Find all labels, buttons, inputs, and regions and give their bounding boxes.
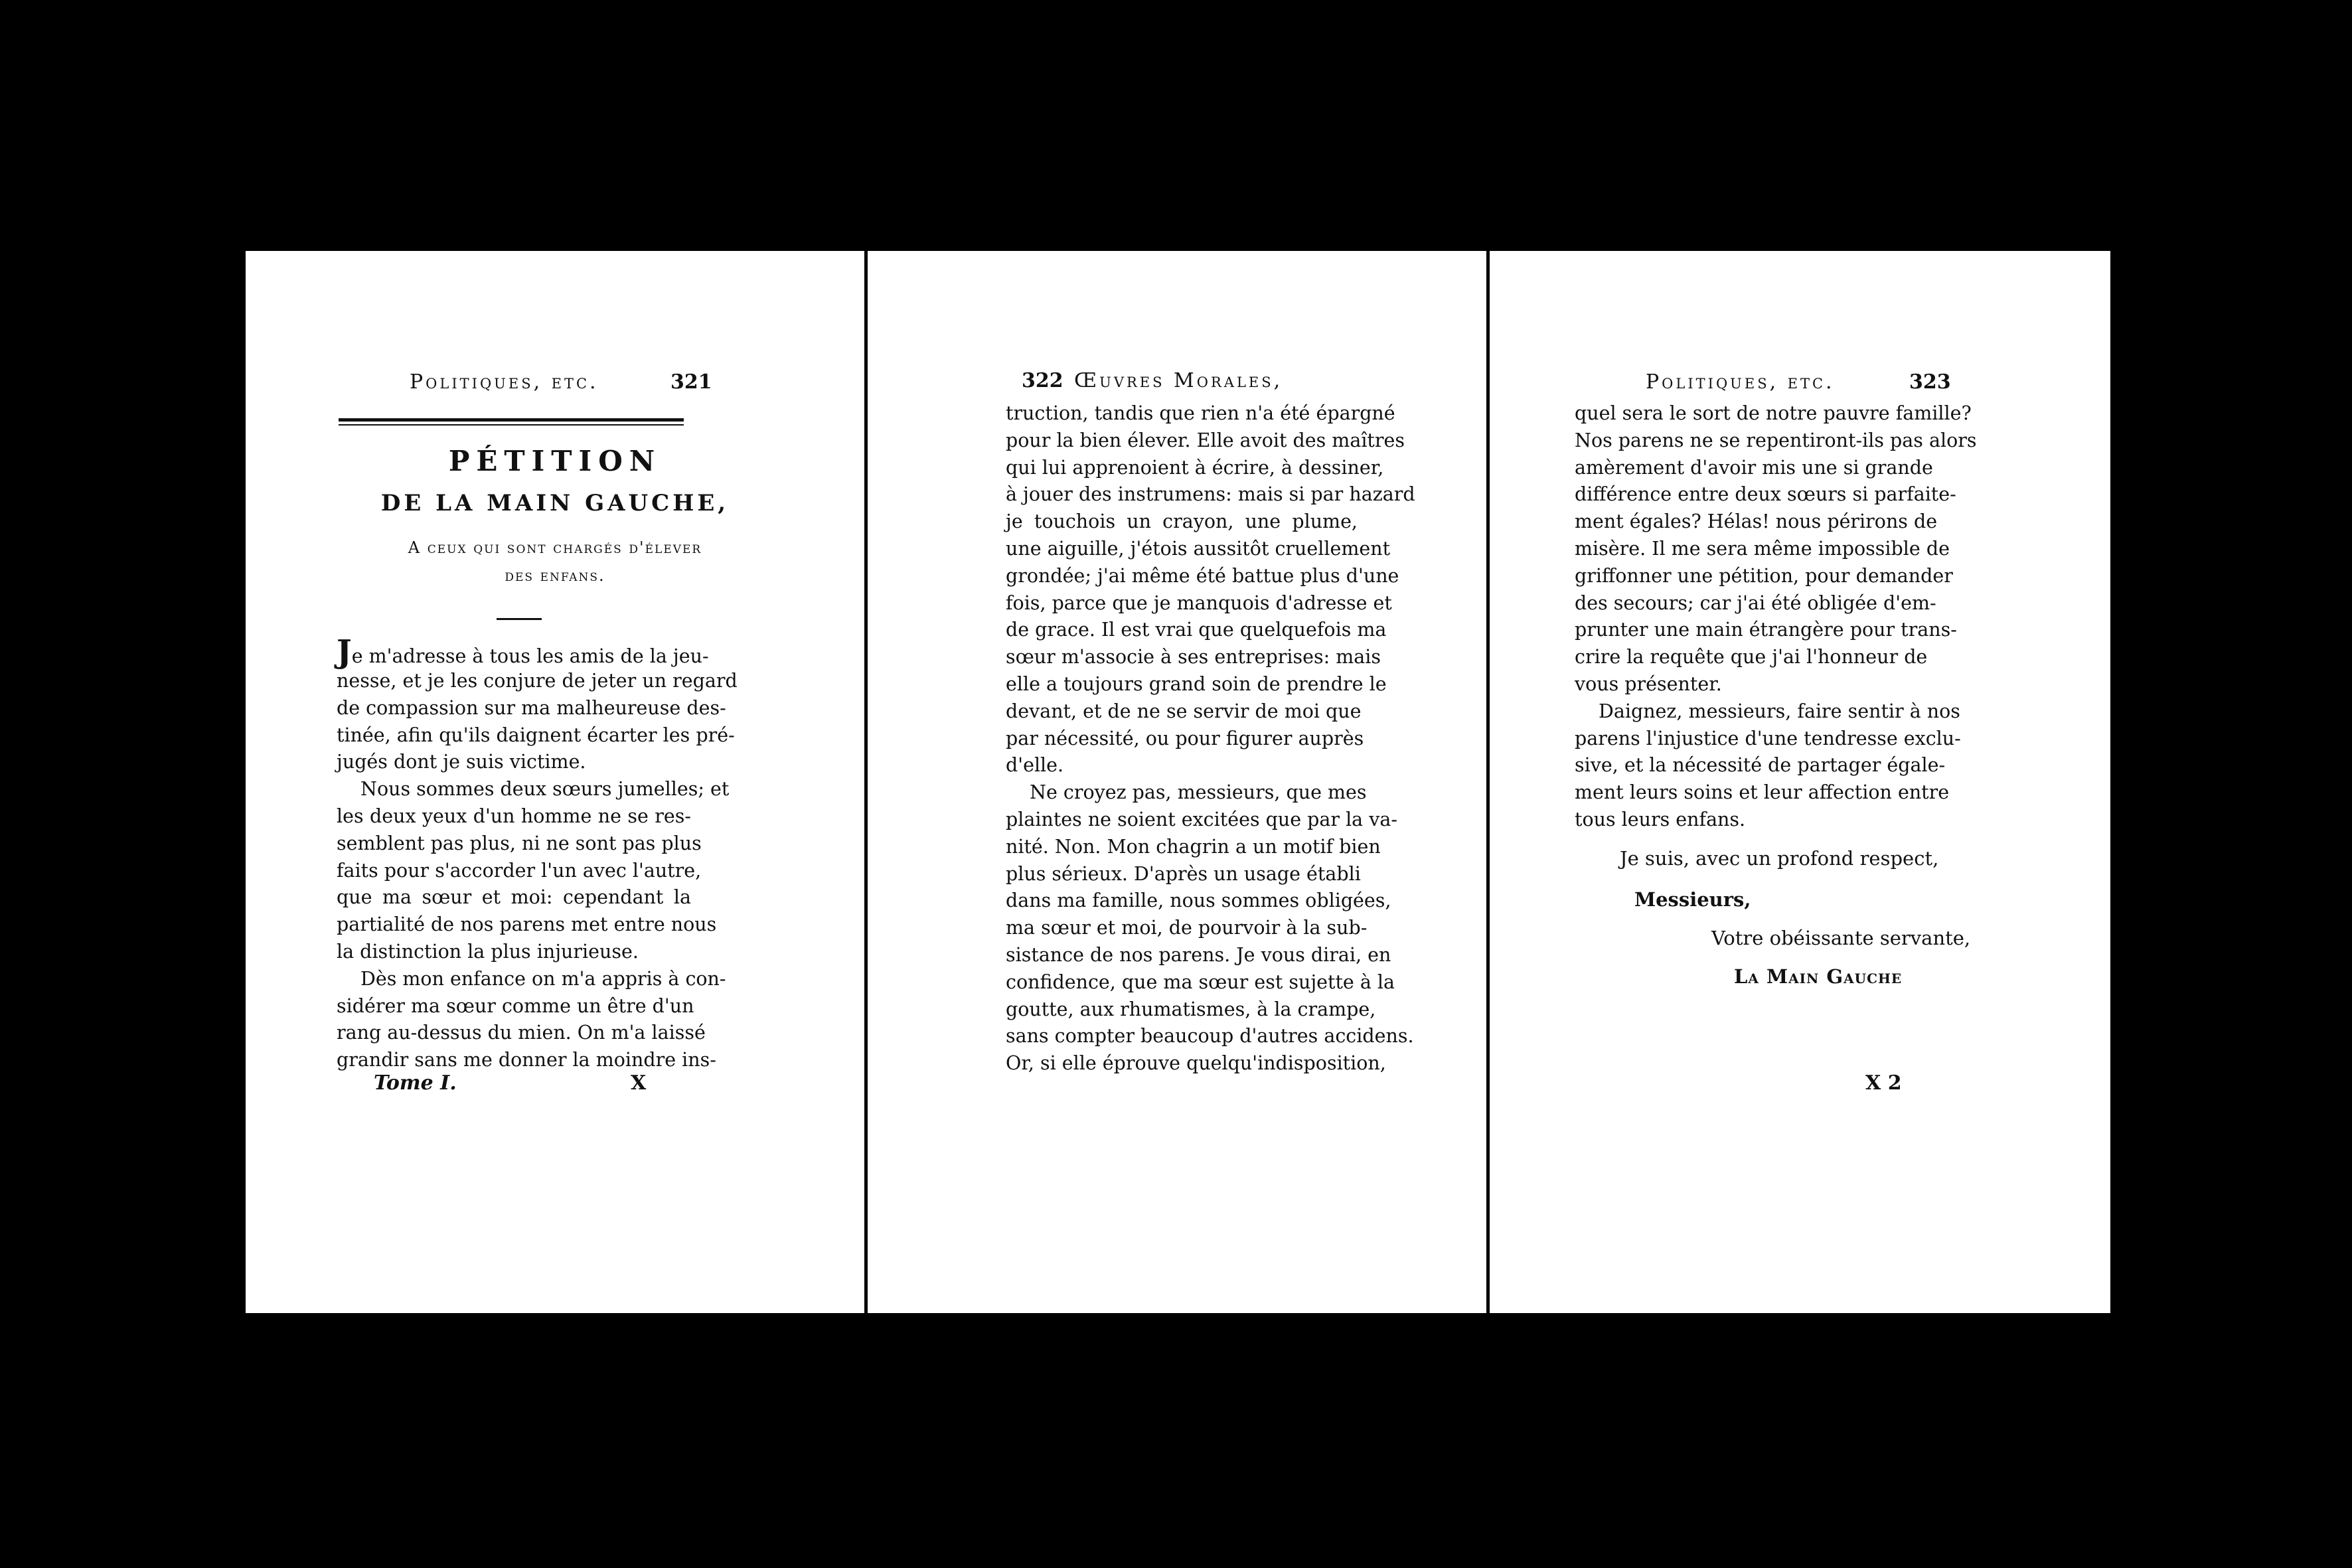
running-head: Politiques, etc. — [410, 370, 599, 394]
text-line: parens l'injustice d'une tendresse exclu- — [1575, 727, 1961, 749]
text-line: ment leurs soins et leur affection entre — [1575, 781, 1950, 804]
text-line: sidérer ma sœur comme un être d'un — [337, 994, 694, 1017]
text-line: Or, si elle éprouve quelqu'indisposition, — [1006, 1052, 1386, 1075]
footer-signature-mark: X 2 — [1865, 1071, 1902, 1095]
text-line: sans compter beaucoup d'autres accidens. — [1006, 1025, 1414, 1048]
servant-line: Votre obéissante servante, — [1711, 927, 1971, 949]
drop-cap: J — [337, 633, 352, 670]
text-line: tous leurs enfans. — [1575, 808, 1746, 830]
text-line: différence entre deux sœurs si parfaite- — [1575, 483, 1956, 506]
text-line: devant, et de ne se servir de moi que — [1006, 700, 1362, 722]
text-line: elle a toujours grand soin de prendre le — [1006, 672, 1387, 695]
text-line: semblent pas plus, ni ne sont pas plus — [337, 832, 702, 854]
text-line: ment égales? Hélas! nous périrons de — [1575, 510, 1938, 533]
text-line: une aiguille, j'étois aussitôt cruellement — [1006, 537, 1391, 560]
text-line: plus sérieux. D'après un usage établi — [1006, 862, 1361, 885]
text-line: tinée, afin qu'ils daignent écarter les pré- — [337, 724, 735, 746]
page-number: 321 — [670, 370, 712, 394]
text-line: Ne croyez pas, messieurs, que mes — [1030, 781, 1367, 804]
text-line: dans ma famille, nous sommes obligées, — [1006, 890, 1391, 912]
text-line: prunter une main étrangère pour trans- — [1575, 619, 1957, 641]
page-323 — [1490, 251, 2110, 1313]
text-line: que ma sœur et moi: cependant la — [337, 886, 691, 909]
text-line: nesse, et je les conjure de jeter un regard — [337, 670, 738, 692]
page-322 — [868, 251, 1486, 1313]
text-line: misère. Il me sera même impossible de — [1575, 537, 1950, 560]
line-rest: e m'adresse à tous les amis de la jeu- — [351, 645, 709, 667]
text-line: les deux yeux d'un homme ne se res- — [337, 805, 691, 827]
text-line: à jouer des instrumens: mais si par hazard — [1006, 483, 1415, 506]
text-line: fois, parce que je manquois d'adresse et — [1006, 591, 1392, 614]
text-line: partialité de nos parens met entre nous — [337, 913, 717, 936]
text-line: Nous sommes deux sœurs jumelles; et — [360, 778, 730, 801]
text-block — [1006, 400, 1415, 1077]
ornament-dash — [497, 618, 542, 620]
subtitle: DE LA MAIN GAUCHE, — [380, 490, 730, 516]
text-block — [337, 633, 738, 1074]
text-line: rang au-dessus du mien. On m'a laissé — [337, 1022, 706, 1044]
head-rule-thick — [339, 418, 684, 422]
footer-volume: Tome I. — [374, 1071, 457, 1095]
text-line: grandir sans me donner la moindre ins- — [337, 1049, 716, 1071]
text-line: goutte, aux rhumatismes, à la crampe, — [1006, 998, 1376, 1020]
text-block — [1575, 400, 1977, 834]
text-line: Dès mon enfance on m'a appris à con- — [360, 967, 726, 990]
closing-line: Je suis, avec un profond respect, — [1620, 847, 1939, 870]
text-line: qui lui apprenoient à écrire, à dessiner, — [1006, 456, 1384, 479]
text-line: griffonner une pétition, pour demander — [1575, 564, 1953, 587]
text-line: sive, et la nécessité de partager égale- — [1575, 754, 1946, 777]
text-line — [337, 633, 709, 670]
running-head: Œuvres Morales, — [1074, 369, 1283, 392]
page-321 — [246, 251, 864, 1313]
text-line: plaintes ne soient excitées que par la va- — [1006, 808, 1397, 830]
text-line: ma sœur et moi, de pourvoir à la sub- — [1006, 917, 1368, 939]
text-line: jugés dont je suis victime. — [337, 751, 586, 773]
text-line: sistance de nos parens. Je vous dirai, en — [1006, 943, 1391, 966]
text-line: je touchois un crayon, une plume, — [1006, 510, 1358, 533]
salutation: Messieurs, — [1634, 888, 1751, 911]
text-line: confidence, que ma sœur est sujette à la — [1006, 971, 1395, 993]
text-line: crire la requête que j'ai l'honneur de — [1575, 646, 1928, 668]
footer-signature-mark: X — [631, 1071, 647, 1095]
text-line: Daignez, messieurs, faire sentir à nos — [1599, 700, 1960, 722]
text-line: vous présenter. — [1575, 672, 1722, 695]
text-line: amèrement d'avoir mis une si grande — [1575, 456, 1933, 479]
text-line: Nos parens ne se repentiront-ils pas alors — [1575, 429, 1977, 451]
text-line: pour la bien élever. Elle avoit des maîtres — [1006, 429, 1405, 451]
page-number: 323 — [1909, 370, 1951, 394]
address-line-1: A ceux qui sont chargés d'élever — [408, 538, 702, 557]
text-line: grondée; j'ai même été battue plus d'une — [1006, 564, 1399, 587]
running-head: Politiques, etc. — [1646, 370, 1835, 394]
title: PÉTITION — [448, 445, 662, 477]
page-number: 322 — [1022, 369, 1063, 392]
text-line: truction, tandis que rien n'a été épargné — [1006, 402, 1395, 424]
text-line: quel sera le sort de notre pauvre famille? — [1575, 402, 1972, 424]
address-line-2: des enfans. — [505, 566, 605, 585]
text-line: de compassion sur ma malheureuse des- — [337, 696, 726, 719]
text-line: par nécessité, ou pour figurer auprès — [1006, 727, 1364, 749]
text-line: nité. Non. Mon chagrin a un motif bien — [1006, 835, 1381, 858]
text-line: la distinction la plus injurieuse. — [337, 940, 639, 963]
signature: La Main Gauche — [1734, 965, 1903, 988]
text-line: d'elle. — [1006, 754, 1064, 777]
text-line: des secours; car j'ai été obligée d'em- — [1575, 591, 1936, 614]
text-line: de grace. Il est vrai que quelquefois ma — [1006, 619, 1387, 641]
text-line: faits pour s'accorder l'un avec l'autre, — [337, 859, 702, 882]
text-line: sœur m'associe à ses entreprises: mais — [1006, 646, 1381, 668]
head-rule-thin — [339, 424, 684, 426]
